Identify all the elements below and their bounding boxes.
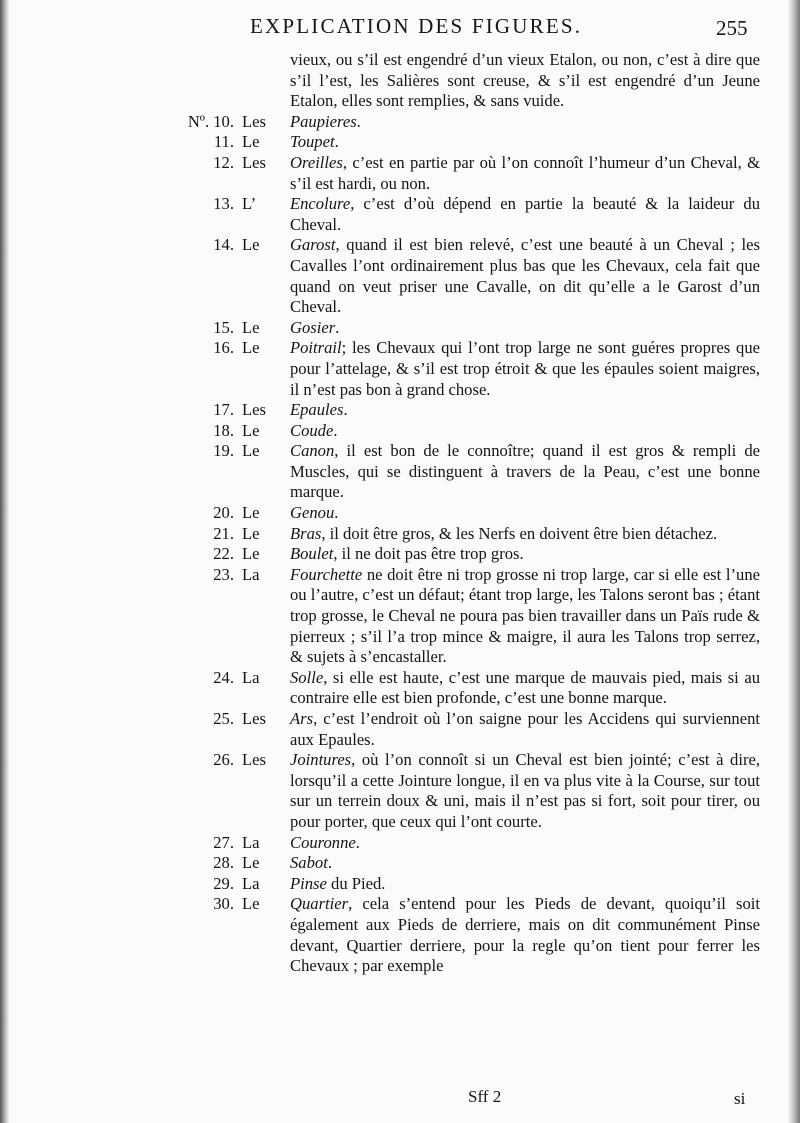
- entry-number: 29.: [213, 873, 234, 893]
- entry-description: [290, 400, 760, 421]
- entry-number: 18.: [213, 420, 234, 440]
- entry-description: [290, 894, 760, 976]
- entry-description: [290, 421, 760, 442]
- entry-term: Oreilles: [290, 152, 343, 172]
- entry-description: [290, 853, 760, 874]
- entry-item: [160, 524, 760, 545]
- entry-term: Boulet: [290, 544, 334, 564]
- entry-number: 12.: [213, 152, 234, 172]
- entry-number: 13.: [213, 194, 234, 214]
- entry-text: .: [334, 503, 339, 523]
- entry-item: [160, 894, 760, 976]
- entry-number: 28.: [213, 853, 234, 873]
- entry-article: Les: [242, 111, 266, 131]
- entry-article: Le: [242, 132, 260, 152]
- entry-number: 17.: [213, 400, 234, 420]
- entry-article: Le: [242, 317, 260, 337]
- page-left-edge: [0, 0, 9, 1123]
- entry-description: [290, 544, 760, 565]
- catchword: si: [734, 1089, 746, 1108]
- entry-text: , si elle est haute, c’est une marque de mauvais pied, mais si au contraire elle est bien profonde, c’est une bonne marque.: [290, 667, 760, 708]
- entry-number: 25.: [213, 709, 234, 728]
- entry-article: Le: [242, 544, 260, 564]
- entry-description: [290, 750, 760, 832]
- entry-description: [290, 503, 760, 524]
- entry-term: Coude: [290, 420, 334, 440]
- entry-text: ne doit être ni trop grosse ni trop large, car si elle est l’une ou l’autre, c’est un défaut; étant trop large, les Talons seront bas ; étant trop grosse, le Cheval ne poura pas bien travailler dans un Païs rude & pierreux ; s’il l’a trop mince & maigre, il aura les Talons trop serrez, & sujets à s’encastaller.: [290, 564, 760, 667]
- entry-number: 23.: [213, 564, 234, 584]
- entry-number: 20.: [213, 503, 234, 523]
- entry-item: [160, 853, 760, 874]
- entry-description: [290, 565, 760, 668]
- entry-description: [290, 441, 760, 503]
- entry-item: [160, 112, 760, 133]
- entry-term: Epaules: [290, 400, 344, 420]
- entry-description: [290, 235, 760, 317]
- entry-text: , il ne doit pas être trop gros.: [333, 544, 524, 564]
- entry-item: [160, 503, 760, 524]
- entry-text: , cela s’entend pour les Pieds de devant, quoiqu’il soit également aux Pieds de derriere, mais on dit communément Pinse devant, Quartier derriere, pour la regle qu’on tient pour ferrer les Chevaux ; par exemple: [290, 894, 760, 976]
- entry-text: .: [333, 420, 338, 440]
- entry-item: [160, 338, 760, 400]
- entry-item: [160, 194, 760, 235]
- text-body: [160, 50, 760, 977]
- entry-term: Canon: [290, 441, 335, 461]
- entry-text: .: [355, 832, 360, 852]
- entry-article: Le: [242, 523, 260, 543]
- entry-description: [290, 318, 760, 339]
- entry-description: [290, 153, 760, 194]
- entry-text: .: [343, 400, 348, 420]
- entry-term: Garost: [290, 235, 336, 255]
- entry-text: .: [334, 132, 339, 152]
- entry-description: [290, 524, 760, 545]
- entry-text: du Pied.: [326, 873, 386, 893]
- entry-description: [290, 833, 760, 854]
- entry-term: Toupet: [290, 132, 335, 152]
- entry-term: Pinse: [290, 873, 327, 893]
- entry-number: 22.: [213, 544, 234, 564]
- entry-term: Gosier: [290, 317, 336, 337]
- entry-term: Genou: [290, 503, 335, 523]
- entry-term: Solle: [290, 667, 324, 687]
- entry-number: 26.: [213, 750, 234, 770]
- entry-article: La: [242, 832, 260, 852]
- entry-term: Bras: [290, 523, 322, 543]
- entry-item: [160, 544, 760, 565]
- entry-description: [290, 338, 760, 400]
- entry-article: La: [242, 667, 260, 687]
- entry-term: Quartier: [290, 894, 349, 914]
- entry-item: [160, 565, 760, 668]
- running-header: EXPLICATION DES FIGURES.: [250, 14, 583, 38]
- entry-article: Le: [242, 503, 260, 523]
- entry-item: [160, 668, 760, 709]
- entry-item: [160, 132, 760, 153]
- entry-text: , où l’on connoît si un Cheval est bien jointé; c’est à dire, lorsqu’il a cette Jointure longue, il en va plus vite à la Course, sur tout sur un terrein doux & uni, mais il n’est pas si fort, soit pour tirer, ou pour porter, que ceux qui l’ont courte.: [290, 750, 760, 831]
- entry-description: [290, 668, 760, 709]
- entry-article: Les: [242, 709, 266, 728]
- entry-article: La: [242, 564, 260, 584]
- entry-article: Les: [242, 152, 266, 172]
- entry-description: [290, 874, 760, 895]
- entry-article: Le: [242, 235, 260, 255]
- entry-item: [160, 400, 760, 421]
- entry-term: Couronne: [290, 832, 356, 852]
- entry-term: Ars: [290, 709, 314, 728]
- entry-text: , c’est d’où dépend en partie la beauté & la laideur du Cheval.: [290, 194, 760, 234]
- entry-item: [160, 153, 760, 194]
- entry-description: [290, 194, 760, 235]
- entry-item: [160, 709, 760, 750]
- entry-text: .: [356, 111, 361, 131]
- entry-text: .: [327, 853, 332, 873]
- entry-term: Poitrail: [290, 338, 342, 358]
- entry-term: Jointures: [290, 750, 352, 770]
- entry-article: Le: [242, 853, 260, 873]
- entry-number: 27.: [213, 832, 234, 852]
- entry-number: 21.: [213, 523, 234, 543]
- entry-article: Les: [242, 750, 266, 770]
- entry-number: 19.: [213, 441, 234, 461]
- entry-text: ; les Chevaux qui l’ont trop large ne sont guéres propres que pour l’attelage, & s’il est trop étroit & que les épaules soient maigres, il n’est pas bon à grand chose.: [290, 338, 760, 399]
- signature-mark: Sff 2: [468, 1087, 502, 1106]
- entry-item: [160, 421, 760, 442]
- entry-item: [160, 235, 760, 317]
- entry-description: [290, 112, 760, 133]
- entry-item: [160, 318, 760, 339]
- entry-text: , il doit être gros, & les Nerfs en doivent être bien détachez.: [321, 523, 718, 543]
- entry-text: , c’est en partie par où l’on connoît l’humeur d’un Cheval, & s’il est hardi, ou non.: [290, 152, 760, 193]
- entry-article: Le: [242, 420, 260, 440]
- entry-number: 14.: [213, 235, 234, 255]
- entry-article: Les: [242, 400, 266, 420]
- entry-item: [160, 750, 760, 832]
- entry-item: [160, 833, 760, 854]
- entry-term: Sabot: [290, 853, 328, 873]
- entry-item: [160, 441, 760, 503]
- entry-article: La: [242, 873, 260, 893]
- entry-text: , c’est l’endroit où l’on saigne pour les Accidens qui surviennent aux Epaules.: [290, 709, 760, 749]
- entry-number: 30.: [213, 894, 234, 914]
- entry-text: .: [335, 317, 340, 337]
- entry-item: [160, 874, 760, 895]
- entry-number: Nº. 10.: [187, 111, 234, 131]
- entry-description: [290, 132, 760, 153]
- entry-article: L’: [242, 194, 257, 214]
- entry-text: , il est bon de le connoître; quand il est gros & rempli de Muscles, qui se distinguent à travers de la Peau, c’est une bonne marque.: [290, 441, 760, 502]
- entry-article: Le: [242, 338, 260, 358]
- entry-term: Encolure: [290, 194, 351, 214]
- entry-number: 16.: [213, 338, 234, 358]
- entry-article: Le: [242, 441, 260, 461]
- entry-term: Fourchette: [290, 564, 363, 584]
- entry-term: Paupieres: [290, 111, 357, 131]
- page-right-edge: [788, 0, 800, 1123]
- entry-text: , quand il est bien relevé, c’est une beauté à un Cheval ; les Cavalles l’ont ordinairement plus bas que les Chevaux, cela fait que quand on veut priser une Cavalle, on dit qu’elle a le Garost d’un Cheval.: [290, 235, 760, 317]
- page-number: 255: [716, 16, 748, 40]
- entry-description: [290, 709, 760, 750]
- entry-article: Le: [242, 894, 260, 914]
- continuation-paragraph: vieux, ou s’il est engendré d’un vieux Etalon, ou non, c’est à dire que s’il l’est, les Salières sont creuse, & s’il est engendré d’un Jeune Etalon, elles sont remplies, & sans vuide.: [290, 50, 760, 111]
- entry-list: [160, 112, 760, 977]
- entry-number: 15.: [213, 317, 234, 337]
- entry-number: 11.: [213, 132, 234, 152]
- entry-number: 24.: [213, 667, 234, 687]
